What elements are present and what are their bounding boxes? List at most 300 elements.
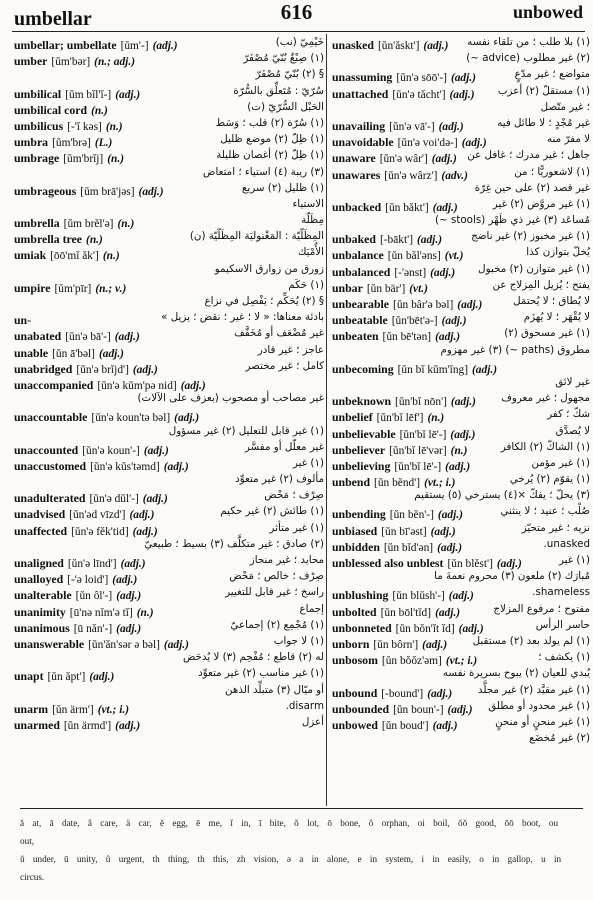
- part-of-speech: (adj.): [445, 460, 471, 473]
- pronunciation: [ŭn'bĭ lē'vər]: [389, 444, 447, 457]
- dictionary-entry: [14, 133, 324, 149]
- dictionary-entry: [332, 327, 590, 343]
- page-header: [0, 0, 593, 30]
- pronunciation-key: [20, 814, 580, 886]
- pronunciation: [ŭn ā'bəl]: [52, 347, 95, 360]
- entry-continuation: [14, 473, 324, 489]
- translation: (١) صِبْغٌ بُنّيّ مُصْفَرّ: [243, 52, 324, 65]
- dictionary-entry: [14, 311, 324, 327]
- part-of-speech: (adj.): [423, 40, 449, 52]
- headword: unbonneted: [332, 620, 392, 635]
- translation: صُلْب ؛ عنيد ؛ لا ينثني: [500, 505, 590, 518]
- headword: unalterable: [14, 588, 72, 603]
- translation: غير لائق: [555, 375, 590, 388]
- translation: (١) يكشف ؛: [538, 651, 590, 664]
- part-of-speech: (adj.): [450, 396, 476, 409]
- dictionary-entry: [14, 716, 324, 732]
- headword: unavailing: [332, 118, 386, 133]
- headword: unaccountable: [14, 410, 88, 425]
- headword: umbrella: [14, 216, 60, 231]
- headword: unbecoming: [332, 361, 394, 376]
- dictionary-entry: [332, 425, 590, 441]
- entry-continuation: [332, 667, 590, 683]
- part-of-speech: (adj.): [112, 574, 138, 587]
- dictionary-entry: [332, 360, 590, 376]
- translation: (١) لاشعوريًّا ؛ من: [514, 165, 590, 178]
- dictionary-entry: [332, 554, 590, 570]
- part-of-speech: (adj.): [142, 493, 168, 506]
- translation: § (٢) يُحَكِّم ؛ يَفْصِل في نزاع: [204, 295, 324, 307]
- pronunciation: [-'ə loid']: [67, 574, 109, 587]
- part-of-speech: (vt.): [444, 250, 464, 263]
- headword: unaccompanied: [14, 377, 94, 392]
- dictionary-entry: [332, 603, 590, 619]
- dictionary-entry: [332, 85, 590, 101]
- part-of-speech: (n.): [117, 218, 135, 231]
- pronunciation: [ŭn'ə sōō'-]: [396, 72, 447, 85]
- dictionary-entry: [332, 246, 590, 262]
- translation: (٢) غير مُخضَع: [529, 732, 590, 745]
- headword: unavoidable: [332, 135, 394, 150]
- translation: غير معلّل أو مفسَّر: [244, 440, 324, 453]
- translation: (١) يقوّم (٢) يُرخي: [509, 473, 590, 486]
- translation: غير مصاحب أو مصحوب (بعزف على الآلات): [137, 392, 324, 405]
- entry-continuation: [14, 166, 324, 182]
- dictionary-entry: [332, 408, 590, 424]
- dictionary-entry: [332, 166, 590, 182]
- pronunciation: [ŭn'əd vīzd']: [69, 509, 126, 522]
- translation: لا يُصدَّق: [555, 424, 590, 437]
- pronunciation: [ŭn'bĭ lē'-]: [394, 460, 442, 473]
- pronunciation: [ŭn'ə līnd']: [67, 558, 117, 570]
- part-of-speech: (adj.): [437, 509, 463, 522]
- entry-continuation: [332, 344, 590, 360]
- pronunciation-key-line: ŭ under, ū unity, û urgent, th thing, th this, zh vision, ə a in alone, e in system, i in easily, o in gallop, u in circus.: [20, 854, 562, 882]
- pronunciation: [ŭn'ə tăcht']: [392, 88, 446, 101]
- translation: (١) ظليل (٢) سريع: [241, 181, 324, 194]
- part-of-speech: (adj.): [441, 315, 467, 328]
- translation: الأُمْيَك: [297, 246, 324, 259]
- pronunciation: [ŭn boud']: [381, 719, 429, 732]
- part-of-speech: (n.): [102, 250, 120, 263]
- dictionary-entry: [332, 505, 590, 521]
- pronunciation: [ŭm bĭl'ĭ-]: [65, 88, 112, 101]
- part-of-speech: (adj.): [138, 185, 164, 198]
- headword: unadvised: [14, 507, 66, 522]
- headword: unabridged: [14, 361, 73, 376]
- headword: unbalance: [332, 248, 384, 263]
- pronunciation: [ŭn'ăskt']: [377, 40, 420, 52]
- dictionary-entry: [14, 505, 324, 521]
- pronunciation: [ŭn boun'-]: [393, 703, 444, 716]
- part-of-speech: (adj.): [432, 201, 458, 214]
- translation: بادئة معناها: « لا ؛ غير ؛ نقض ؛ يزيل »: [161, 311, 324, 324]
- pronunciation: [ŭn'ə vā'-]: [389, 120, 435, 133]
- headword: unattached: [332, 86, 389, 101]
- headword: unbeaten: [332, 329, 379, 344]
- dictionary-entry: [332, 36, 590, 52]
- pronunciation: [ŭn'bĭ lēf']: [376, 412, 424, 425]
- dictionary-entry: [14, 619, 324, 635]
- pronunciation: [ŭn'ə koun'-]: [82, 444, 140, 457]
- headword: umbellar; umbellate: [14, 38, 117, 52]
- dictionary-entry: [14, 554, 324, 570]
- headword: unbelieving: [332, 458, 391, 473]
- part-of-speech: (adj.): [427, 687, 453, 700]
- headword: unalloyed: [14, 572, 64, 587]
- pronunciation: [-'ənst]: [394, 266, 427, 279]
- headword: umiak: [14, 248, 47, 263]
- part-of-speech: (adj.): [114, 331, 140, 344]
- dictionary-entry: [332, 635, 590, 651]
- dictionary-entry: [332, 392, 590, 408]
- translation: (١) غير مخبوز (٢) غير ناضج: [471, 230, 590, 243]
- entry-continuation: [14, 68, 324, 84]
- headword: unanimous: [14, 620, 70, 635]
- entry-continuation: [14, 263, 324, 279]
- part-of-speech: (adj.): [163, 638, 189, 651]
- part-of-speech: (vt.; i.): [445, 655, 478, 668]
- dictionary-entry: [14, 36, 324, 52]
- dictionary-entry: [14, 360, 324, 376]
- entry-continuation: [332, 214, 590, 230]
- pronunciation: [ŭn blĕst']: [447, 558, 493, 570]
- translation: (١) غير متأثر: [269, 521, 324, 534]
- pronunciation: [ŭn bōl'tĭd]: [380, 606, 432, 619]
- dictionary-entry: [14, 85, 324, 101]
- part-of-speech: (adj.): [417, 234, 442, 247]
- dictionary-entry: [14, 441, 324, 457]
- translation: (٣) ريبة (٤) استياء ؛ امتعاض: [203, 165, 324, 178]
- dictionary-entry: [332, 279, 590, 295]
- headword: unbidden: [332, 539, 380, 554]
- headword: unbaked: [332, 232, 376, 247]
- part-of-speech: (vt.; i.): [97, 703, 129, 716]
- translation: (١) ظِلّ (٢) موضع ظليل: [220, 133, 324, 146]
- part-of-speech: (adj.): [132, 363, 158, 376]
- part-of-speech: (adj.): [132, 525, 158, 538]
- dictionary-entry: [14, 457, 324, 473]
- dictionary-entry: [332, 700, 590, 716]
- pronunciation: [ŭn blŭsh'-]: [392, 590, 445, 603]
- pronunciation: [ŭn'bĭ nōn']: [395, 396, 447, 409]
- translation: سُرّيّ : مُتَعلِّق بالسُّرّة: [233, 84, 324, 97]
- pronunciation: [ŭn'ə wârz']: [384, 169, 438, 182]
- pronunciation: [ŭn băl'əns]: [387, 250, 441, 263]
- pronunciation: [-bound']: [381, 687, 424, 700]
- translation: مطروق (paths ~) (٣) غير مهزوم: [440, 343, 590, 356]
- part-of-speech: (n.; v.): [95, 282, 127, 295]
- dictionary-entry: [332, 473, 590, 489]
- translation: يُخلّ بتوازن كذا: [526, 246, 590, 259]
- headword: umbilical cord: [14, 102, 88, 117]
- dictionary-entry: [14, 117, 324, 133]
- translation: (١) مستقلّ (٢) أعزب: [497, 84, 590, 97]
- dictionary-entry: [332, 619, 590, 635]
- pronunciation: [ū'nə nĭm'ə tĭ]: [69, 606, 133, 619]
- part-of-speech: (adj.): [435, 606, 461, 619]
- translation: disarm.: [285, 699, 324, 712]
- pronunciation: [ŭn'ə koun'tə bəl]: [91, 412, 171, 425]
- translation: لا يُقْهَر ؛ لا يُهزَم: [523, 311, 590, 324]
- headword: unanswerable: [14, 636, 85, 651]
- translation: متواضع ؛ غير مدّعٍ: [514, 68, 590, 81]
- pronunciation: [ŭn'ə kŭm'pə nid]: [97, 379, 177, 392]
- translation: محايد ؛ غير منحاز: [249, 554, 324, 566]
- translation: زورق من زوارق الاسكيمو: [214, 262, 324, 275]
- translation: (١) غير مناسب (٢) غير متعوِّد: [198, 667, 324, 680]
- translation: (١) لم يولد بعد (٢) مستقبل: [472, 634, 590, 647]
- entry-continuation: [332, 376, 590, 392]
- part-of-speech: (n.): [86, 234, 103, 247]
- part-of-speech: (n.): [105, 120, 123, 133]
- part-of-speech: (adj.): [431, 153, 457, 166]
- headword: unadulterated: [14, 491, 86, 506]
- headword: unassuming: [332, 70, 393, 85]
- headword: unbosom: [332, 653, 378, 668]
- translation: (١) سُرّة (٢) قلب ؛ وَسَط: [215, 116, 324, 129]
- headword: unbelief: [332, 410, 373, 425]
- headword: unaccounted: [14, 442, 79, 457]
- part-of-speech: (n.): [450, 444, 468, 457]
- part-of-speech: (adj.): [432, 719, 458, 732]
- headword: unawares: [332, 167, 381, 182]
- translation: (١) الشاكّ (٢) الكافر: [500, 440, 590, 453]
- dictionary-entry: [14, 489, 324, 505]
- dictionary-entry: [332, 198, 590, 214]
- headword: unbeknown: [332, 394, 392, 409]
- headword: unbending: [332, 507, 386, 522]
- part-of-speech: (adj.): [438, 120, 464, 133]
- pronunciation: [ŭn ärmd']: [63, 719, 112, 732]
- part-of-speech: (adj.): [457, 299, 483, 311]
- dictionary-entry: [14, 149, 324, 165]
- part-of-speech: (adj.): [448, 590, 474, 603]
- headword: umbrage: [14, 151, 60, 166]
- pronunciation: [ŭn'bēt'ə-]: [391, 315, 438, 328]
- pronunciation: [ŭn'ăn'sər ə bəl]: [88, 638, 160, 651]
- headword: unbounded: [332, 701, 390, 716]
- translation: (٢) غير مطلوب (advice ~): [466, 52, 590, 65]
- dictionary-entry: [332, 684, 590, 700]
- part-of-speech: (adj.): [163, 460, 189, 473]
- headword: unaffected: [14, 523, 68, 538]
- pronunciation: [ŭn bē'tən]: [382, 331, 432, 344]
- dictionary-entry: [332, 117, 590, 133]
- pronunciation: [ŭn bŏŏz'əm]: [381, 655, 442, 668]
- guide-word-right: unbowed: [512, 2, 583, 22]
- headword: umbra: [14, 135, 49, 150]
- dictionary-entry: [332, 149, 590, 165]
- headword: unborn: [332, 636, 370, 651]
- entry-continuation: [332, 52, 590, 68]
- translation: شكّ ؛ كفر: [547, 408, 590, 421]
- translation: مألوف (٢) غير متعوِّد: [235, 473, 324, 486]
- dictionary-entry: [332, 457, 590, 473]
- pronunciation: [ū năn'-]: [73, 622, 113, 635]
- dictionary-entry: [14, 101, 324, 117]
- translation: نزيه ؛ غير متحيّز: [521, 521, 590, 534]
- headword: unblushing: [332, 588, 389, 603]
- part-of-speech: (adj.): [461, 137, 487, 150]
- entry-continuation: [332, 732, 590, 748]
- translation: حاسر الرأس: [535, 618, 590, 631]
- translation: مجهول ؛ غير معروف: [501, 392, 590, 405]
- part-of-speech: (adj.): [435, 331, 461, 344]
- dictionary-entry: [14, 52, 324, 68]
- headword: umbrageous: [14, 183, 77, 198]
- translation: (١) غير مقيَّد (٢) غير مجلَّد: [477, 683, 590, 696]
- part-of-speech: (n.; adj.): [94, 56, 135, 69]
- headword: umbrella tree: [14, 232, 83, 247]
- headword: unapt: [14, 669, 44, 684]
- dictionary-entry: [332, 441, 590, 457]
- pronunciation: [ŭm'brĭj]: [63, 153, 104, 166]
- dictionary-entry: [332, 586, 590, 602]
- translation: (١) غير محدود أو مطلق: [488, 699, 590, 712]
- translation: أعزل: [301, 715, 324, 728]
- translation: ؛ غير متّصل: [540, 100, 590, 113]
- headword: unbowed: [332, 717, 378, 732]
- translation: (١) غير مروَّض (٢) غير: [492, 197, 590, 210]
- part-of-speech: (adj.): [472, 363, 498, 376]
- headword: unbolted: [332, 604, 377, 619]
- part-of-speech: (adj.): [143, 444, 169, 457]
- dictionary-entry: [14, 246, 324, 262]
- translation: عاجز ؛ غير قادر: [257, 343, 324, 356]
- headword: umber: [14, 54, 48, 69]
- translation: لا يُطاق ؛ لا يُحتمَل: [513, 295, 590, 307]
- entry-continuation: [14, 651, 324, 667]
- pronunciation: [ŭm'-]: [120, 40, 149, 52]
- part-of-speech: (adj.): [180, 379, 206, 392]
- dictionary-entry: [14, 279, 324, 295]
- pronunciation: [ŭm'brə]: [52, 137, 91, 150]
- dictionary-entry: [14, 586, 324, 602]
- pronunciation: [ŭm brā'jəs]: [80, 185, 135, 198]
- headword: unabated: [14, 329, 62, 344]
- part-of-speech: (n.): [91, 104, 108, 117]
- headword: umbilicus: [14, 118, 64, 133]
- translation: (١) حَكَم: [288, 278, 324, 291]
- translation: (١) غير قابل للتعليل (٢) غير مسؤول: [168, 424, 324, 437]
- translation: مُبارَك (٢) ملعون (٣) محروم نعمةَ ما: [434, 570, 590, 583]
- headword: unbelievable: [332, 426, 396, 441]
- headword: unaligned: [14, 556, 64, 570]
- translation: (٢) صادق ؛ غير متكلَّف (٣) بسيط ؛ طبيعيّ: [144, 537, 324, 550]
- headword: un-: [14, 313, 32, 328]
- part-of-speech: (adj.): [450, 72, 476, 85]
- pronunciation: [ŭm brĕl'ə]: [63, 218, 114, 231]
- dictionary-entry: [332, 68, 590, 84]
- pronunciation: [ŭn bī'əst]: [381, 525, 427, 538]
- part-of-speech: (vt.): [409, 282, 428, 295]
- entry-continuation: [14, 538, 324, 554]
- part-of-speech: (adj.): [430, 525, 456, 538]
- translation: (١) غير منحنٍ أو منحنٍ: [495, 715, 590, 728]
- pronunciation: [ŭn bĭ kŭm'ĭng]: [397, 363, 469, 376]
- translation: غير مُضْعَف أو مُخَفَّف: [234, 327, 324, 340]
- dictionary-entry: [14, 522, 324, 538]
- translation: إجماع: [299, 602, 324, 615]
- entry-continuation: [332, 101, 590, 117]
- entry-head: [14, 716, 140, 734]
- part-of-speech: (adj.): [129, 509, 155, 522]
- pronunciation: [ŭn ôl'-]: [75, 590, 113, 603]
- guide-word-left: umbellar: [14, 8, 92, 30]
- pronunciation: [ŭn ăpt']: [47, 671, 86, 684]
- part-of-speech: (adj.): [174, 412, 200, 425]
- pronunciation: [ŭn bôrn']: [373, 638, 419, 651]
- part-of-speech: (adj.): [449, 88, 475, 101]
- part-of-speech: (adj.): [496, 558, 522, 570]
- translation: مُساعَد (٣) غير ذي ظَهْر (stools ~): [435, 214, 590, 227]
- translation: كامل ؛ غير مختصر: [245, 359, 324, 372]
- translation: (١) طائش (٢) غير حكيم: [220, 505, 324, 518]
- dictionary-entry: [14, 570, 324, 586]
- headword: unbacked: [332, 199, 382, 214]
- dictionary-entry: [332, 263, 590, 279]
- dictionary-entry: [332, 133, 590, 149]
- pronunciation: [ŭn ärm']: [52, 703, 94, 716]
- part-of-speech: (L.): [94, 137, 113, 150]
- left-column: [14, 36, 324, 732]
- translation: صِرْف ؛ خالص ؛ مَحْض: [229, 570, 324, 583]
- headword: umpire: [14, 280, 51, 295]
- right-column: [332, 36, 590, 748]
- headword: unanimity: [14, 604, 66, 619]
- headword: unarmed: [14, 717, 60, 732]
- headword: unasked: [332, 38, 374, 52]
- translation: راسخ ؛ غير قابل للتغيير: [225, 586, 324, 599]
- pronunciation: [ŭn'ə voi'də-]: [397, 137, 458, 150]
- part-of-speech: (adj.): [450, 428, 476, 441]
- dictionary-entry: [332, 538, 590, 554]
- translation: (١) لا جواب: [273, 634, 324, 647]
- pronunciation: [-bākt']: [379, 234, 413, 247]
- headword: unaccustomed: [14, 458, 87, 473]
- translation: صِرْف ؛ مَحْض: [264, 489, 324, 502]
- translation: غير قصد (٢) على حين غِرّة: [474, 181, 590, 194]
- translation: مِظَلّة: [301, 214, 324, 227]
- translation: غير مُجْدٍ ؛ لا طائل فيه: [497, 116, 590, 129]
- dictionary-entry: [14, 408, 324, 424]
- part-of-speech: (adj.): [115, 719, 141, 732]
- translation: يفتح ؛ يُزيل المِزلاج عن: [492, 278, 590, 291]
- translation: unasked.: [543, 537, 590, 550]
- translation: أو ميّال (٣) متبلِّد الذهن: [225, 683, 324, 696]
- footer-rule: [20, 808, 583, 809]
- entry-continuation: [14, 295, 324, 311]
- translation: (١) مُجْمِع (٢) إجماعيّ: [230, 618, 324, 631]
- translation: يُبدي للعيان (٢) يبوح بسريرة نفسه: [442, 667, 590, 680]
- pronunciation: [ŭn bär']: [366, 282, 406, 295]
- part-of-speech: (n.): [107, 153, 125, 166]
- dictionary-entry: [14, 214, 324, 230]
- headword: unbearable: [332, 297, 390, 311]
- pronunciation: [ŭn'ə dŭl'-]: [89, 493, 139, 506]
- dictionary-entry: [332, 230, 590, 246]
- entry-continuation: [332, 570, 590, 586]
- column-divider: [326, 34, 327, 806]
- part-of-speech: (vt.; i.): [424, 477, 456, 490]
- translation: مفتوح ؛ مرفوع المزلاج: [493, 602, 590, 615]
- headword: unable: [14, 345, 49, 360]
- dictionary-entry: [14, 376, 324, 392]
- translation: الاستياء: [292, 197, 324, 210]
- translation: جاهل ؛ غير مدرك ؛ غافل عن: [467, 149, 590, 162]
- part-of-speech: (adj.): [116, 622, 142, 635]
